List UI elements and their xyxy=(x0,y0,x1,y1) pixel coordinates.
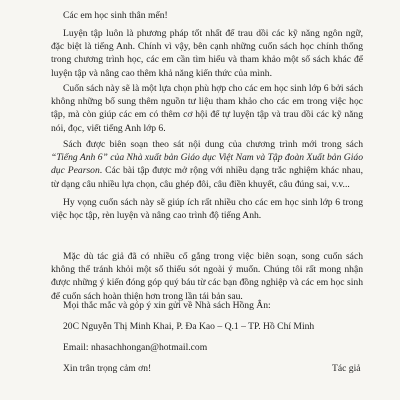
contact-email: Email: nhasachhongan@hotmail.com xyxy=(63,342,208,353)
paragraph-3-text-start: Sách được biên soạn theo sát nội dung của chương trình mới trong sách xyxy=(63,139,363,150)
paragraph-5 xyxy=(51,250,363,303)
greeting-line: Các em học sinh thân mến! xyxy=(63,10,168,21)
paragraph-2-text: Cuốn sách này sẽ là một lựa chọn phù hợp cho các em học sinh lớp 6 bởi sách không những bổ sung thêm nguồn tư liệu tham khảo cho các em trong việc học tập, mà còn giúp các em có thêm cơ hội để tự luyện tập và trau dồi các kỹ năng nói, đọc, viết tiếng Anh lớp 6. xyxy=(51,83,363,134)
paragraph-5-text: Mặc dù tác giả đã có nhiều cố gắng trong việc biên soạn, song cuốn sách không thể tránh khỏi một số thiếu sót ngoài ý muốn. Chúng tôi rất mong nhận được những ý kiến đóng góp quý báu từ các bạn đồng nghiệp và các em học sinh để cuốn sách hoàn thiện hơn trong lần tái bản sau. xyxy=(51,251,363,302)
paragraph-3-text-end: . Các bài tập được mở rộng với nhiều dạng trắc nghiệm khác nhau, từ dạng câu nhiều lựa chọn, câu ghép đôi, câu điền khuyết, câu đúng sai, v.v... xyxy=(51,165,363,190)
contact-intro: Mọi thắc mắc và góp ý xin gửi về Nhà sách Hồng Ân: xyxy=(63,300,271,311)
paragraph-1-text: Luyện tập luôn là phương pháp tốt nhất để trau dồi các kỹ năng ngôn ngữ, đặc biệt là tiếng Anh. Chính vì vậy, bên cạnh những cuốn sách học chính thống trong chương trình học, các em cần tìm hiểu và tham khảo một số sách khác để luyện tập và nâng cao thêm khả năng kiến thức của mình. xyxy=(51,28,363,79)
author-signature: Tác giả xyxy=(332,363,361,374)
paragraph-1 xyxy=(51,27,363,80)
paragraph-3-book-title: “Tiếng Anh 6” của Nhà xuất bản Giáo dục Việt Nam và Tập đoàn Xuất bản Giáo dục Pearson xyxy=(51,152,363,177)
closing-line: Xin trân trọng cảm ơn! xyxy=(63,363,152,374)
paragraph-2 xyxy=(51,82,363,135)
contact-address: 20C Nguyễn Thị Minh Khai, P. Đa Kao – Q.1 – TP. Hồ Chí Minh xyxy=(63,321,315,332)
paragraph-4-text: Hy vọng cuốn sách này sẽ giúp ích rất nhiều cho các em học sinh lớp 6 trong việc học tập, rèn luyện và nâng cao trình độ tiếng Anh. xyxy=(51,197,363,222)
paragraph-4 xyxy=(51,196,363,222)
paragraph-3 xyxy=(51,138,363,191)
